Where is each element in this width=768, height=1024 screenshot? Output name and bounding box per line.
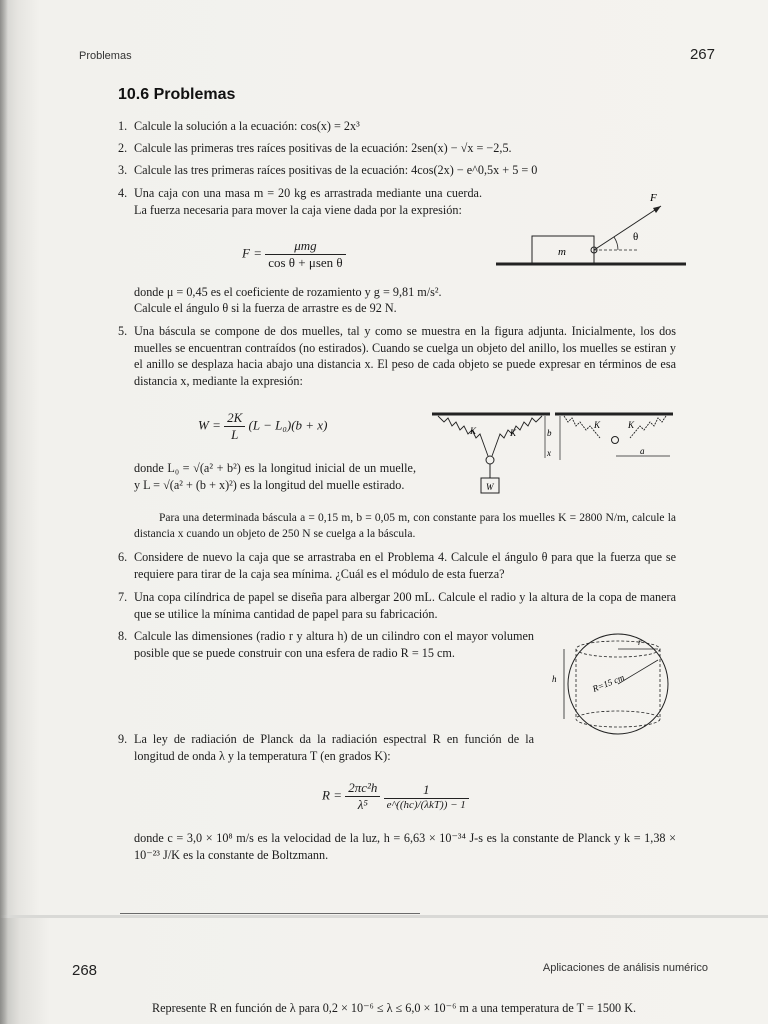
problem-8-text: Calcule las dimensiones (radio r y altura h) de un cilindro con el mayor volumen posible que se puede construir con una esfera de radio R = 15 cm. <box>134 629 534 660</box>
problem-9-continued: Represente R en función de λ para 0,2 × 10⁻⁶ ≤ λ ≤ 6,0 × 10⁻⁶ m a una temperatura de T = 1500 K. <box>152 1001 637 1015</box>
formula-lhs: W = <box>198 417 221 433</box>
angle-label: θ <box>633 231 639 243</box>
spring-k-left-label: K <box>470 426 477 436</box>
problem-number: 7. <box>118 590 128 604</box>
problem-8 <box>118 628 134 644</box>
problem-number: 1. <box>118 119 128 133</box>
formula-numerator: μmg <box>265 238 345 255</box>
formula-fraction-2 <box>384 782 469 811</box>
formula-denominator: λ⁵ <box>357 797 368 812</box>
spring-k-label-2: K <box>594 420 601 430</box>
formula-denominator: e^((hc)/(λkT)) − 1 <box>386 799 466 811</box>
problem-number: 9. <box>118 732 128 746</box>
problem-5-where: donde L₀ = √(a² + b²) es la longitud inicial de un muelle, y L = √(a² + (b + x)²) es la longitud del muelle estirado. <box>134 461 416 492</box>
radius-R-label: R=15 cm <box>591 672 626 694</box>
problem-5-data: Para una determinada báscula a = 0,15 m, b = 0,05 m, con constante para los muelles K = 2800 N/m, calcule la distancia x cuando un objeto de 250 N se cuelga a la báscula. <box>134 512 676 540</box>
problem-5-text: Una báscula se compone de dos muelles, tal y como se muestra en la figura adjunta. Inicialmente, los dos muelles se encuentran contraídos (no estirados). Cuando se cuelga un objeto del anillo, los muelles se estiran y el anillo se desplaza hacia abajo una distancia x. El peso de cada objeto se puede expresar en términos de esa distancia x, mediante la expresión: <box>134 324 676 388</box>
page-number-268: 268 <box>72 962 98 979</box>
problem-number: 6. <box>118 550 128 564</box>
dimension-b-label: b <box>547 428 552 438</box>
ring-unstretched <box>612 437 619 444</box>
dimension-x-label: x <box>547 448 551 458</box>
spring-unstretched-right <box>630 416 666 438</box>
page-number: 267 <box>689 46 715 63</box>
problem-4-text: Una caja con una masa m = 20 kg es arrastrada mediante una cuerda. La fuerza necesaria para mover la caja viene dada por la expresión: <box>134 186 482 217</box>
problem-4-where: donde μ = 0,45 es el coeficiente de rozamiento y g = 9,81 m/s². <box>134 285 442 299</box>
spring-left <box>438 416 488 456</box>
problem-number: 4. <box>118 186 128 200</box>
spring-k-right-label: K <box>510 428 517 438</box>
problem-text: Calcule las tres primeras raíces positivas de la ecuación: 4cos(2x) − e^0,5x + 5 = 0 <box>134 163 538 177</box>
force-label: F <box>650 192 657 204</box>
section-title: 10.6 Problemas <box>118 86 236 103</box>
problem-number: 5. <box>118 324 128 338</box>
spring-scale-figure <box>430 408 675 498</box>
formula-fraction <box>224 410 245 443</box>
radius-r-label: r <box>638 637 642 647</box>
sphere-cylinder-figure <box>548 630 678 738</box>
running-head: Problemas <box>79 50 132 62</box>
weight-label: W <box>486 482 494 492</box>
problem-number: 8. <box>118 629 128 643</box>
formula-lhs: F = <box>242 245 262 261</box>
formula-numerator: 1 <box>384 782 469 799</box>
rope-line <box>594 206 661 250</box>
force-arrowhead <box>653 206 661 213</box>
spring-right <box>492 416 542 456</box>
ring <box>486 456 494 464</box>
planck-formula <box>322 780 469 813</box>
problem-text: Calcule las primeras tres raíces positivas de la ecuación: 2sen(x) − √x = −2,5. <box>134 141 512 155</box>
problem-number: 3. <box>118 163 128 177</box>
problem-6 <box>118 549 134 565</box>
formula-fraction <box>265 238 345 271</box>
formula-rest: (L − L₀)(b + x) <box>248 417 328 433</box>
problem-9-text: La ley de radiación de Planck da la radiación espectral R en función de la longitud de onda λ y la temperatura T (en grados K): <box>134 732 534 763</box>
formula-numerator: 2πc²h <box>345 780 380 797</box>
problem-4-ask: Calcule el ángulo θ si la fuerza de arrastre es de 92 N. <box>134 301 397 315</box>
formula-denominator: L <box>231 427 239 442</box>
problem-text: Calcule la solución a la ecuación: cos(x) = 2x³ <box>134 119 360 133</box>
mass-label: m <box>558 246 566 258</box>
formula-numerator: 2K <box>224 410 245 427</box>
spring-scale-formula <box>198 410 327 443</box>
spring-k-label-3: K <box>628 420 635 430</box>
drag-force-formula <box>242 238 346 271</box>
page-bottom-rule <box>120 913 420 914</box>
gutter-shadow <box>0 0 8 1024</box>
problem-7-text: Una copa cilíndrica de papel se diseña para albergar 200 mL. Calcule el radio y la altura de la copa de manera que se utilice la mínima cantidad de papel para su fabricación. <box>134 590 676 621</box>
box-drag-figure <box>496 186 686 270</box>
problem-9-where: donde c = 3,0 × 10⁸ m/s es la velocidad de la luz, h = 6,63 × 10⁻³⁴ J-s es la constante de Planck y k = 1,38 × 10⁻²³ J/K es la constante de Boltzmann. <box>134 831 676 862</box>
formula-lhs: R = <box>322 787 342 803</box>
dimension-a-label: a <box>640 446 645 456</box>
problem-9 <box>118 731 134 747</box>
problem-3 <box>118 162 537 178</box>
problem-number: 2. <box>118 141 128 155</box>
height-label: h <box>552 674 557 684</box>
problem-6-text: Considere de nuevo la caja que se arrastraba en el Problema 4. Calcule el ángulo θ para que la fuerza que se requiere para tirar de la caja sea mínima. ¿Cuál es el módulo de esta fuerza? <box>134 550 676 581</box>
running-head-268: Aplicaciones de análisis numérico <box>542 962 708 974</box>
problem-5 <box>118 323 134 339</box>
formula-fraction-1 <box>345 780 380 813</box>
problem-2 <box>118 140 512 156</box>
formula-denominator: cos θ + μsen θ <box>268 255 343 270</box>
problem-1 <box>118 118 360 134</box>
angle-arc <box>614 237 618 250</box>
problem-7 <box>118 589 134 605</box>
